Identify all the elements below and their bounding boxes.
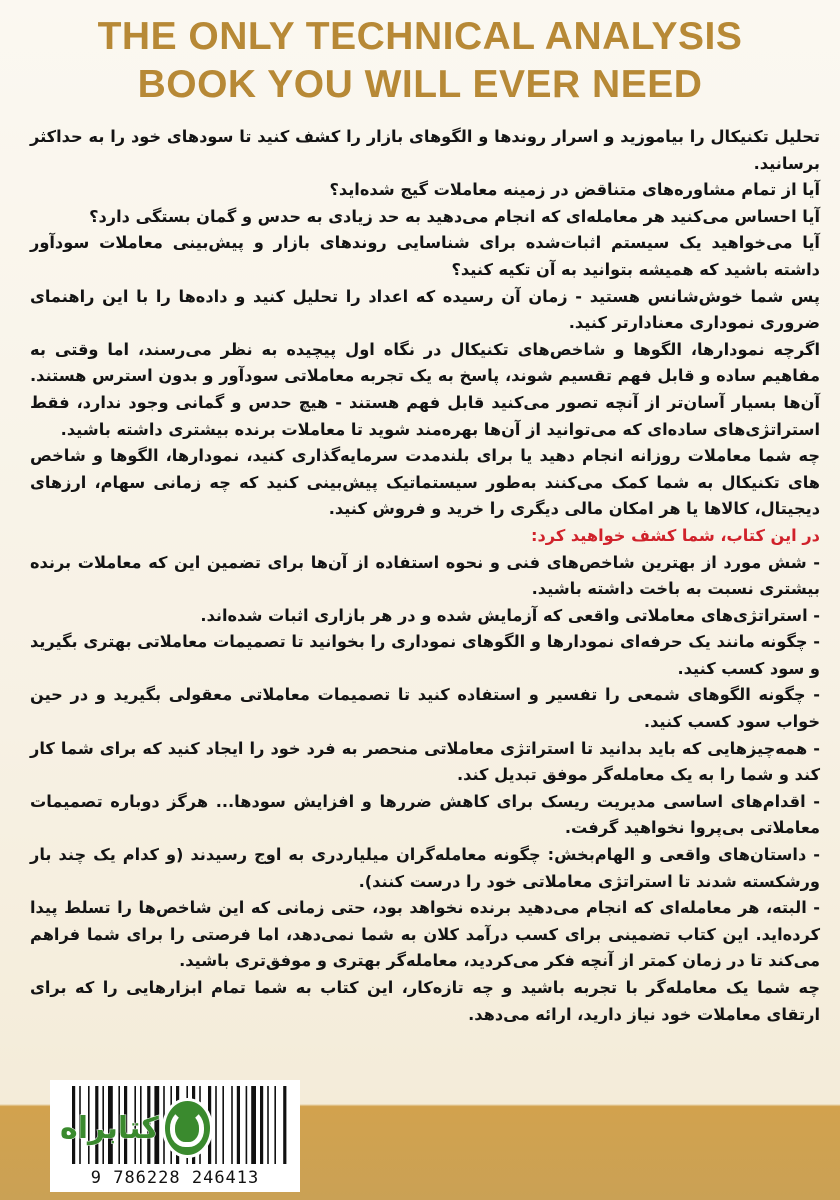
barcode-bar bbox=[222, 1086, 224, 1164]
discover-heading: در این کتاب، شما کشف خواهید کرد: bbox=[531, 525, 820, 545]
bullet-item: - استراتژی‌های معاملاتی واقعی که آزمایش شده و در هر بازاری اثبات شده‌اند. bbox=[200, 605, 820, 625]
bullet-item: - اقدام‌های اساسی مدیریت ریسک برای کاهش ضررها و افزایش سودها... هرگز دوباره تصمیمات معاملاتی بی‌پروا نخواهید گرفت. bbox=[30, 791, 820, 838]
barcode-bar bbox=[246, 1086, 248, 1164]
publisher-logo-text: کتابراه bbox=[60, 1110, 159, 1146]
paragraph: آیا از تمام مشاوره‌های متناقض در زمینه معاملات گیج شده‌اید؟ bbox=[329, 180, 820, 200]
barcode-bar bbox=[267, 1086, 269, 1164]
bullet-item: - البته، هر معامله‌ای که انجام می‌دهید برنده نخواهد بود، حتی زمانی که این شاخص‌ها را تسلط پیدا کرده‌اید. این کتاب تضمینی برای کسب درآمد کلان به شما نمی‌دهد، اما فرصتی را برای شما فراهم می‌کند تا در زمان کمتر از آنچه فکر می‌کردید، معامله‌گر بهتری و موفق‌تری باشید. bbox=[30, 898, 820, 971]
bullet-item: - چگونه مانند یک حرفه‌ای نمودارها و الگوهای نموداری را بخوانید تا تصمیمات معاملاتی بهتری بگیرید و سود کسب کنید. bbox=[30, 632, 820, 678]
paragraph: آیا می‌خواهید یک سیستم اثبات‌شده برای شناسایی روندهای بازار و پیش‌بینی معاملات سودآور داشته باشید که همیشه بتوانید به آن تکیه کنید؟ bbox=[30, 233, 820, 279]
paragraph: چه شما معاملات روزانه انجام دهید یا برای بلندمدت سرمایه‌گذاری کنید، نمودارها، الگوها و شاخص های تکنیکال به شما کمک می‌کنند به‌طور سیستماتیک پیش‌بینی کنید که چه زمانی سهام، ارزهای دیجیتال، کالاها یا هر امکان مالی دیگری را خرید و فروش کنید. bbox=[30, 446, 820, 519]
barcode-bar bbox=[251, 1086, 256, 1164]
cover-title-line2: BOOK YOU WILL EVER NEED bbox=[137, 63, 703, 106]
barcode-bar bbox=[237, 1086, 240, 1164]
publisher-logo bbox=[60, 1098, 210, 1158]
bullet-item: - داستان‌های واقعی و الهام‌بخش: چگونه معامله‌گران میلیاردری به اوج رسیدند (و کدام یک چند بار ورشکسته شدند تا استراتژی معاملاتی خود را درست کنند). bbox=[30, 845, 820, 891]
paragraph: پس شما خوش‌شانس هستید - زمان آن رسیده که اعداد را تحلیل کنید و داده‌ها را با این راهنمای ضروری نموداری معنادارتر کنید. bbox=[30, 286, 820, 333]
isbn-number: 9 786228 246413 bbox=[90, 1168, 260, 1188]
closing-paragraph: چه شما یک معامله‌گر با تجربه باشید و چه تازه‌کار، این کتاب به شما تمام ابزارهایی را که برای ارتقای معاملات خود نیاز دارید، ارائه می‌دهد. bbox=[30, 978, 820, 1024]
paragraph: تحلیل تکنیکال را بیاموزید و اسرار روندها و الگوهای بازار را کشف کنید تا سودهای خود را به حداکثر برسانید. bbox=[30, 127, 820, 173]
barcode-bar bbox=[274, 1086, 276, 1164]
barcode-bar bbox=[215, 1086, 217, 1164]
bullet-item: - چگونه الگوهای شمعی را تفسیر و استفاده کنید تا تصمیمات معاملاتی معقولی بگیرید و در حین خواب سود کسب کنید. bbox=[30, 685, 820, 732]
cover-title-line1: THE ONLY TECHNICAL ANALYSIS bbox=[97, 15, 743, 58]
back-cover-text bbox=[30, 124, 820, 1028]
barcode-bar bbox=[231, 1086, 233, 1164]
paragraph: آیا احساس می‌کنید هر معامله‌ای که انجام می‌دهید به حد زیادی به حدس و گمان بستگی دارد؟ bbox=[89, 206, 820, 226]
paragraph: اگرچه نمودارها، الگوها و شاخص‌های تکنیکال در نگاه اول پیچیده به نظر می‌رسند، اما وقتی به مفاهیم ساده و قابل فهم تقسیم شوند، پاسخ به یک تجربه معاملاتی سودآور و بدون استرس هستند. آن‌ها بسیار آسان‌تر از آنچه تصور می‌کنید قابل فهم هستند - هیچ حدس و گمانی وجود ندارد، فقط استراتژی‌های ساده‌ای که می‌توانید از آن‌ها بهره‌مند شوید تا معاملات برنده بیشتری داشته باشید. bbox=[30, 339, 820, 439]
bullet-item: - شش مورد از بهترین شاخص‌های فنی و نحوه استفاده از آن‌ها برای تضمین این که معاملات برنده بیشتری نسبت به باخت داشته باشید. bbox=[30, 552, 820, 599]
barcode-bar bbox=[260, 1086, 263, 1164]
bullet-item: - همه‌چیزهایی که باید بدانید تا استراتژی معاملاتی منحصر به فرد خود را ایجاد کنید که برای شما کار کند و شما را به یک معامله‌گر موفق تبدیل کند. bbox=[30, 738, 820, 785]
barcode-bar bbox=[283, 1086, 286, 1164]
publisher-logo-icon bbox=[165, 1101, 210, 1155]
